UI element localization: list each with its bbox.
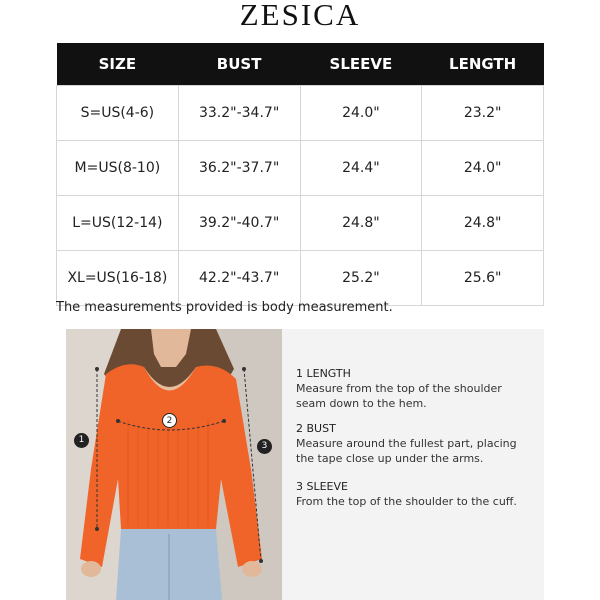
table-row (57, 86, 544, 141)
length-cell: 25.6" (422, 251, 544, 306)
bust-title: 2 BUST (296, 422, 336, 435)
header-sleeve: SLEEVE (300, 43, 422, 86)
header-size: SIZE (57, 43, 179, 86)
size-chart (56, 43, 544, 306)
sleeve-title: 3 SLEEVE (296, 480, 348, 493)
marker-2: 2 (162, 413, 177, 428)
size-cell: M=US(8-10) (57, 141, 179, 196)
measuring-guide (282, 329, 544, 600)
sleeve-cell: 24.8" (300, 196, 422, 251)
table-row (57, 196, 544, 251)
length-instruction (296, 366, 502, 411)
header-length: LENGTH (422, 43, 544, 86)
length-cell: 24.0" (422, 141, 544, 196)
length-line-1: Measure from the top of the shoulder (296, 382, 502, 395)
model-illustration (66, 329, 282, 600)
size-cell: S=US(4-6) (57, 86, 179, 141)
bust-cell: 33.2"-34.7" (178, 86, 300, 141)
sleeve-cell: 24.4" (300, 141, 422, 196)
size-cell: L=US(12-14) (57, 196, 179, 251)
bust-line-1: Measure around the fullest part, placing (296, 437, 517, 450)
header-row (57, 43, 544, 86)
sleeve-line-1: From the top of the shoulder to the cuff. (296, 495, 517, 508)
model-photo (66, 329, 282, 600)
bust-cell: 39.2"-40.7" (178, 196, 300, 251)
sleeve-instruction (296, 479, 517, 509)
table-row (57, 251, 544, 306)
sleeve-cell: 25.2" (300, 251, 422, 306)
header-bust: BUST (178, 43, 300, 86)
bust-line-2: the tape close up under the arms. (296, 452, 484, 465)
length-title: 1 LENGTH (296, 367, 351, 380)
sleeve-cell: 24.0" (300, 86, 422, 141)
table-row (57, 141, 544, 196)
measurement-note: The measurements provided is body measurement. (56, 300, 393, 315)
marker-1: 1 (74, 433, 89, 448)
bust-cell: 36.2"-37.7" (178, 141, 300, 196)
size-cell: XL=US(16-18) (57, 251, 179, 306)
length-cell: 23.2" (422, 86, 544, 141)
bust-cell: 42.2"-43.7" (178, 251, 300, 306)
bust-instruction (296, 421, 517, 466)
marker-3: 3 (257, 439, 272, 454)
length-line-2: seam down to the hem. (296, 397, 427, 410)
length-cell: 24.8" (422, 196, 544, 251)
brand-logo: ZESICA (239, 0, 361, 32)
